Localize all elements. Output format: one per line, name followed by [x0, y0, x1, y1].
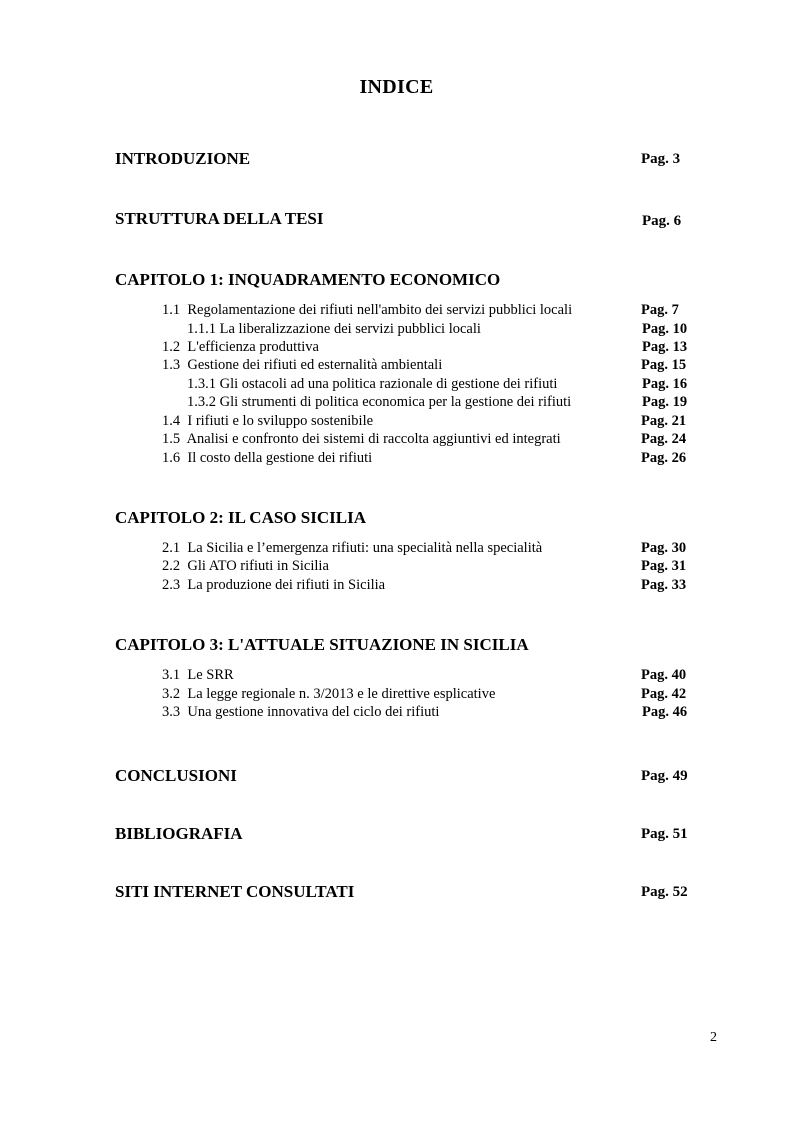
- toc-item: 1.6 Il costo della gestione dei rifiuti: [162, 450, 373, 466]
- toc-item-page: Pag. 30: [641, 540, 687, 556]
- toc-item-page: Pag. 42: [641, 686, 687, 702]
- toc-item-page: Pag. 21: [641, 413, 687, 429]
- toc-item-page: Pag. 13: [642, 339, 688, 355]
- toc-item-page: Pag. 15: [641, 357, 687, 373]
- toc-item-page: Pag. 26: [641, 450, 687, 466]
- chapter-2-title: CAPITOLO 2: IL CASO SICILIA: [115, 508, 366, 527]
- toc-item-page: Pag. 40: [641, 667, 687, 683]
- toc-page-bibliografia: Pag. 51: [641, 826, 688, 842]
- toc-item-page: Pag. 46: [642, 704, 688, 720]
- toc-page-introduzione: Pag. 3: [641, 151, 681, 167]
- toc-entry-conclusioni: CONCLUSIONI: [115, 766, 237, 785]
- toc-item-page: Pag. 7: [641, 302, 679, 318]
- toc-item: 1.1 Regolamentazione dei rifiuti nell'ambito dei servizi pubblici locali: [162, 302, 573, 318]
- toc-item-page: Pag. 24: [641, 431, 687, 447]
- toc-entry-siti: SITI INTERNET CONSULTATI: [115, 882, 355, 901]
- toc-item: 1.4 I rifiuti e lo sviluppo sostenibile: [162, 413, 374, 429]
- toc-item: 1.1.1 La liberalizzazione dei servizi pubblici locali: [187, 321, 481, 337]
- page-title: INDICE: [359, 76, 434, 98]
- toc-item-page: Pag. 33: [641, 577, 687, 593]
- toc-item: 1.3.1 Gli ostacoli ad una politica razionale di gestione dei rifiuti: [187, 376, 558, 392]
- chapter-1-title: CAPITOLO 1: INQUADRAMENTO ECONOMICO: [115, 270, 501, 289]
- toc-item-page: Pag. 10: [642, 321, 688, 337]
- toc-item: 3.2 La legge regionale n. 3/2013 e le direttive esplicative: [162, 686, 496, 702]
- toc-item-page: Pag. 16: [642, 376, 688, 392]
- toc-item: 3.1 Le SRR: [162, 667, 234, 683]
- toc-item: 2.2 Gli ATO rifiuti in Sicilia: [162, 558, 329, 574]
- toc-page-siti: Pag. 52: [641, 884, 688, 900]
- toc-item-page: Pag. 19: [642, 394, 688, 410]
- toc-entry-introduzione: INTRODUZIONE: [115, 149, 251, 168]
- toc-page-conclusioni: Pag. 49: [641, 768, 688, 784]
- toc-item: 2.1 La Sicilia e l’emergenza rifiuti: una specialità nella specialità: [162, 540, 543, 556]
- toc-page-struttura: Pag. 6: [642, 213, 682, 229]
- toc-item: 1.2 L'efficienza produttiva: [162, 339, 319, 355]
- toc-entry-struttura: STRUTTURA DELLA TESI: [115, 209, 324, 228]
- toc-item-page: Pag. 31: [641, 558, 687, 574]
- toc-item: 1.3 Gestione dei rifiuti ed esternalità ambientali: [162, 357, 443, 373]
- toc-item: 1.3.2 Gli strumenti di politica economica per la gestione dei rifiuti: [187, 394, 572, 410]
- toc-item: 1.5 Analisi e confronto dei sistemi di raccolta aggiuntivi ed integrati: [162, 431, 561, 447]
- chapter-3-title: CAPITOLO 3: L'ATTUALE SITUAZIONE IN SICILIA: [115, 635, 529, 654]
- toc-entry-bibliografia: BIBLIOGRAFIA: [115, 824, 243, 843]
- toc-item: 3.3 Una gestione innovativa del ciclo dei rifiuti: [162, 704, 440, 720]
- toc-item: 2.3 La produzione dei rifiuti in Sicilia: [162, 577, 386, 593]
- page-number: 2: [710, 1030, 717, 1045]
